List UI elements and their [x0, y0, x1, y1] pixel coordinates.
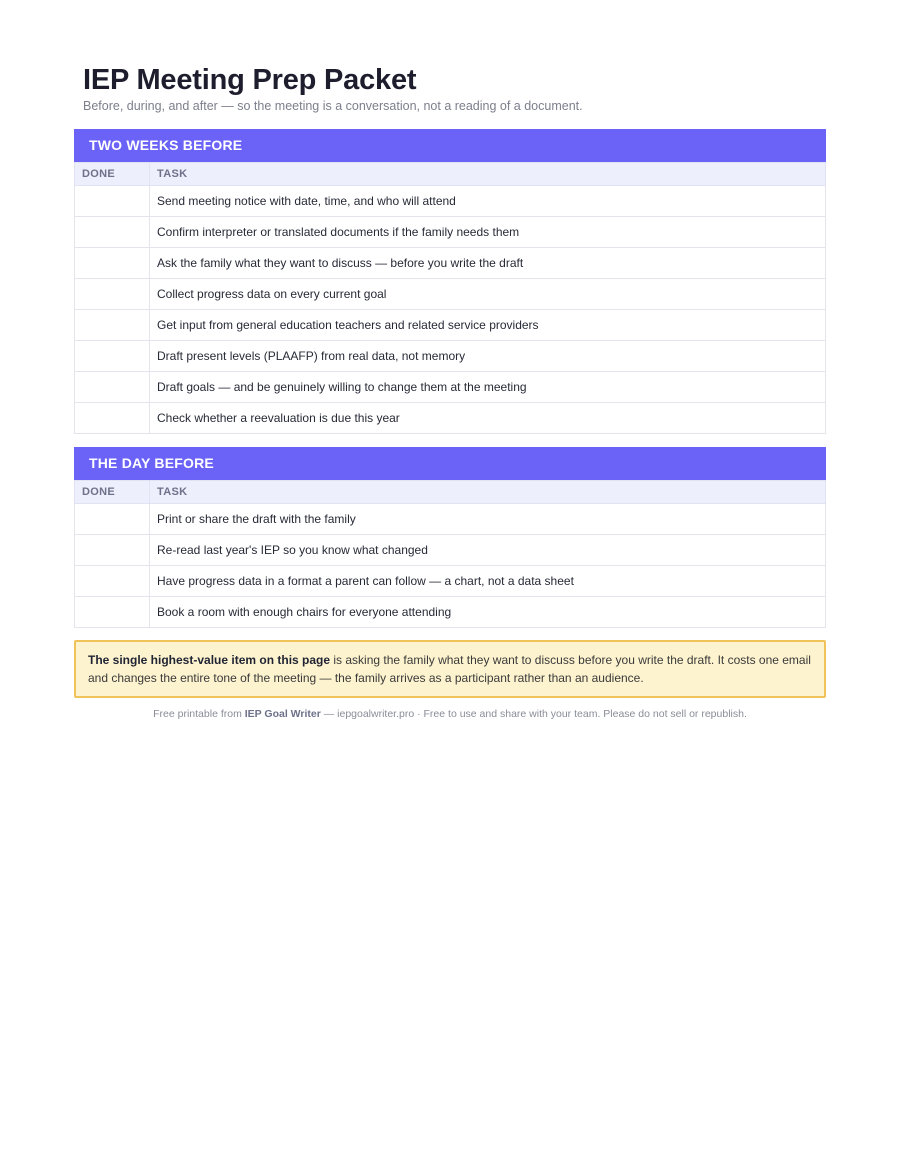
done-checkbox-cell[interactable]	[75, 248, 150, 279]
task-cell: Get input from general education teachers and related service providers	[150, 310, 826, 341]
done-checkbox-cell[interactable]	[75, 566, 150, 597]
section-heading: TWO WEEKS BEFORE	[74, 129, 826, 162]
section-day-before	[74, 447, 826, 628]
done-checkbox-cell[interactable]	[75, 535, 150, 566]
done-column-header: DONE	[75, 163, 150, 186]
done-checkbox-cell[interactable]	[75, 310, 150, 341]
table-row	[75, 504, 826, 535]
done-checkbox-cell[interactable]	[75, 217, 150, 248]
callout-text: is asking the family what they want to discuss before you write the draft. It costs one email and changes the entire tone of the meeting — the family arrives as a participant rather than an audience.	[88, 653, 811, 685]
table-row	[75, 217, 826, 248]
done-checkbox-cell[interactable]	[75, 279, 150, 310]
table-row	[75, 597, 826, 628]
done-checkbox-cell[interactable]	[75, 341, 150, 372]
footer	[74, 708, 826, 720]
task-cell: Book a room with enough chairs for everyone attending	[150, 597, 826, 628]
table-row	[75, 566, 826, 597]
task-cell: Re-read last year's IEP so you know what changed	[150, 535, 826, 566]
page-title: IEP Meeting Prep Packet	[83, 64, 417, 96]
header	[74, 0, 826, 115]
done-checkbox-cell[interactable]	[75, 403, 150, 434]
task-column-header: TASK	[150, 163, 826, 186]
task-cell: Send meeting notice with date, time, and who will attend	[150, 186, 826, 217]
footer-prefix: Free printable from	[153, 708, 245, 720]
callout-emphasis: The single highest-value item on this page	[88, 653, 331, 667]
task-cell: Check whether a reevaluation is due this year	[150, 403, 826, 434]
task-cell: Ask the family what they want to discuss — before you write the draft	[150, 248, 826, 279]
table-row	[75, 310, 826, 341]
task-cell: Print or share the draft with the family	[150, 504, 826, 535]
done-checkbox-cell[interactable]	[75, 186, 150, 217]
table-row	[75, 279, 826, 310]
section-heading: THE DAY BEFORE	[74, 447, 826, 480]
task-cell: Have progress data in a format a parent can follow — a chart, not a data sheet	[150, 566, 826, 597]
table-header-row	[75, 481, 826, 504]
task-cell: Confirm interpreter or translated documents if the family needs them	[150, 217, 826, 248]
table-header-row	[75, 163, 826, 186]
done-checkbox-cell[interactable]	[75, 504, 150, 535]
page-subtitle: Before, during, and after — so the meeting is a conversation, not a reading of a document.	[83, 99, 583, 113]
section-two-weeks-before	[74, 129, 826, 434]
footer-brand: IEP Goal Writer	[244, 708, 321, 720]
done-column-header: DONE	[75, 481, 150, 504]
tip-callout	[74, 640, 826, 698]
table-row	[75, 186, 826, 217]
table-row	[75, 535, 826, 566]
table-row	[75, 372, 826, 403]
done-checkbox-cell[interactable]	[75, 372, 150, 403]
task-cell: Draft present levels (PLAAFP) from real data, not memory	[150, 341, 826, 372]
table-row	[75, 403, 826, 434]
task-table	[74, 480, 826, 628]
done-checkbox-cell[interactable]	[75, 597, 150, 628]
task-table	[74, 162, 826, 434]
table-row	[75, 341, 826, 372]
table-row	[75, 248, 826, 279]
task-cell: Collect progress data on every current goal	[150, 279, 826, 310]
task-column-header: TASK	[150, 481, 826, 504]
task-cell: Draft goals — and be genuinely willing to change them at the meeting	[150, 372, 826, 403]
footer-suffix: — iepgoalwriter.pro · Free to use and share with your team. Please do not sell or republish.	[320, 708, 747, 720]
